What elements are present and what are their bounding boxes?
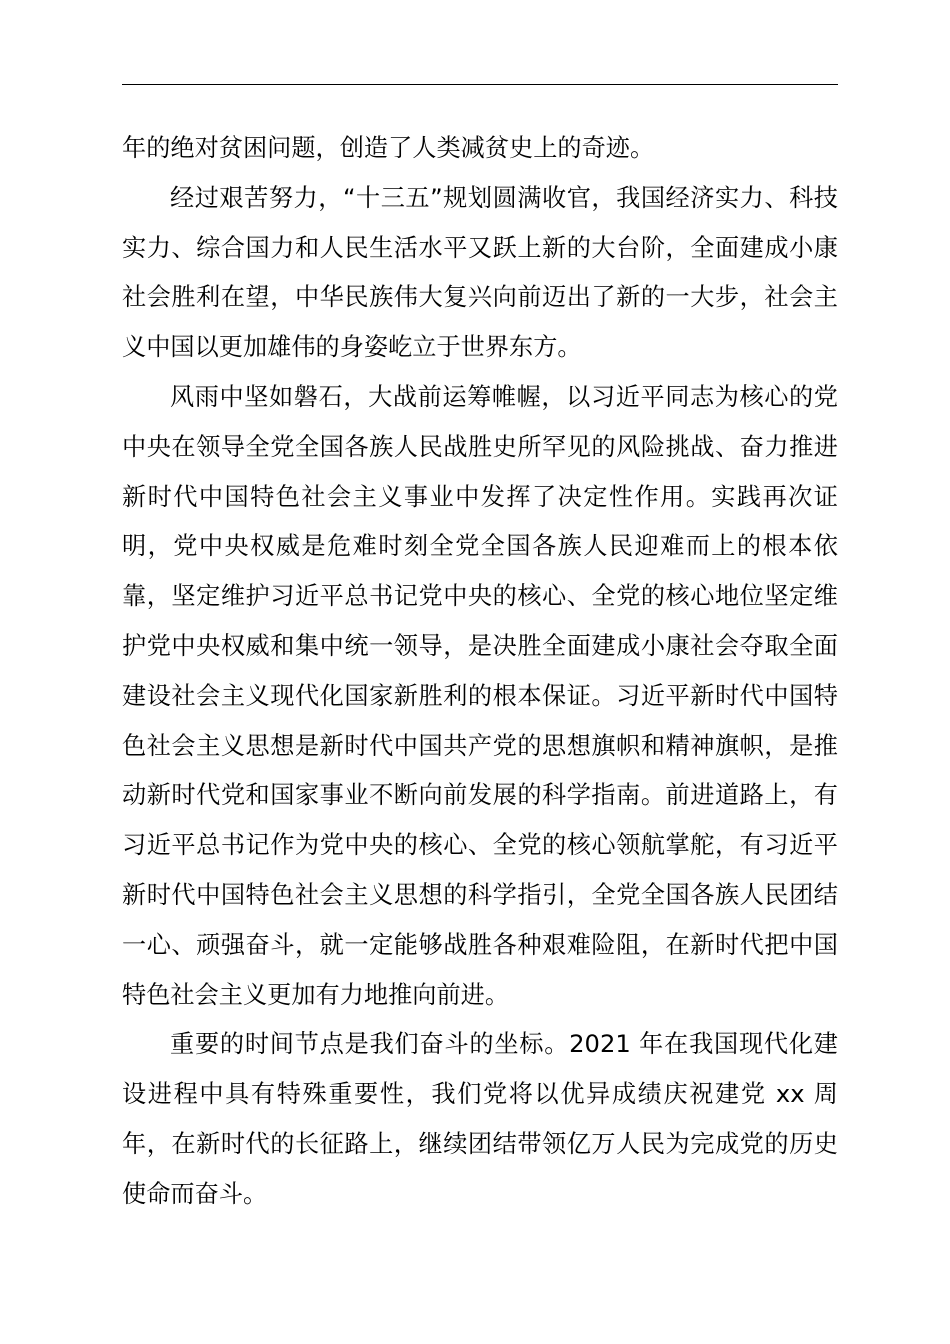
paragraph-4: 重要的时间节点是我们奋斗的坐标。2021 年在我国现代化建设进程中具有特殊重要性，我们党将以优异成绩庆祝建党 xx 周年，在新时代的长征路上，继续团结带领亿万人民为完成党的历史使命而奋斗。: [122, 1030, 838, 1208]
paragraph-2: 经过艰苦努力，“十三五”规划圆满收官，我国经济实力、科技实力、综合国力和人民生活水平又跃上新的大台阶，全面建成小康社会胜利在望，中华民族伟大复兴向前迈出了新的一大步，社会主义中国以更加雄伟的身姿屹立于世界东方。: [122, 183, 838, 362]
paragraph-1: 年的绝对贫困问题，创造了人类减贫史上的奇迹。: [122, 134, 655, 162]
body-text: [122, 124, 838, 1220]
header-rule: [122, 84, 838, 85]
paragraph-3: 风雨中坚如磐石，大战前运筹帷幄，以习近平同志为核心的党中央在领导全党全国各族人民战胜史所罕见的风险挑战、奋力推进新时代中国特色社会主义事业中发挥了决定性作用。实践再次证明，党中央权威是危难时刻全党全国各族人民迎难而上的根本依靠，坚定维护习近平总书记党中央的核心、全党的核心地位坚定维护党中央权威和集中统一领导，是决胜全面建成小康社会夺取全面建设社会主义现代化国家新胜利的根本保证。习近平新时代中国特色社会主义思想是新时代中国共产党的思想旗帜和精神旗帜，是推动新时代党和国家事业不断向前发展的科学指南。前进道路上，有习近平总书记作为党中央的核心、全党的核心领航掌舵，有习近平新时代中国特色社会主义思想的科学指引，全党全国各族人民团结一心、顽强奋斗，就一定能够战胜各种艰难险阻，在新时代把中国特色社会主义更加有力地推向前进。: [122, 382, 838, 1009]
